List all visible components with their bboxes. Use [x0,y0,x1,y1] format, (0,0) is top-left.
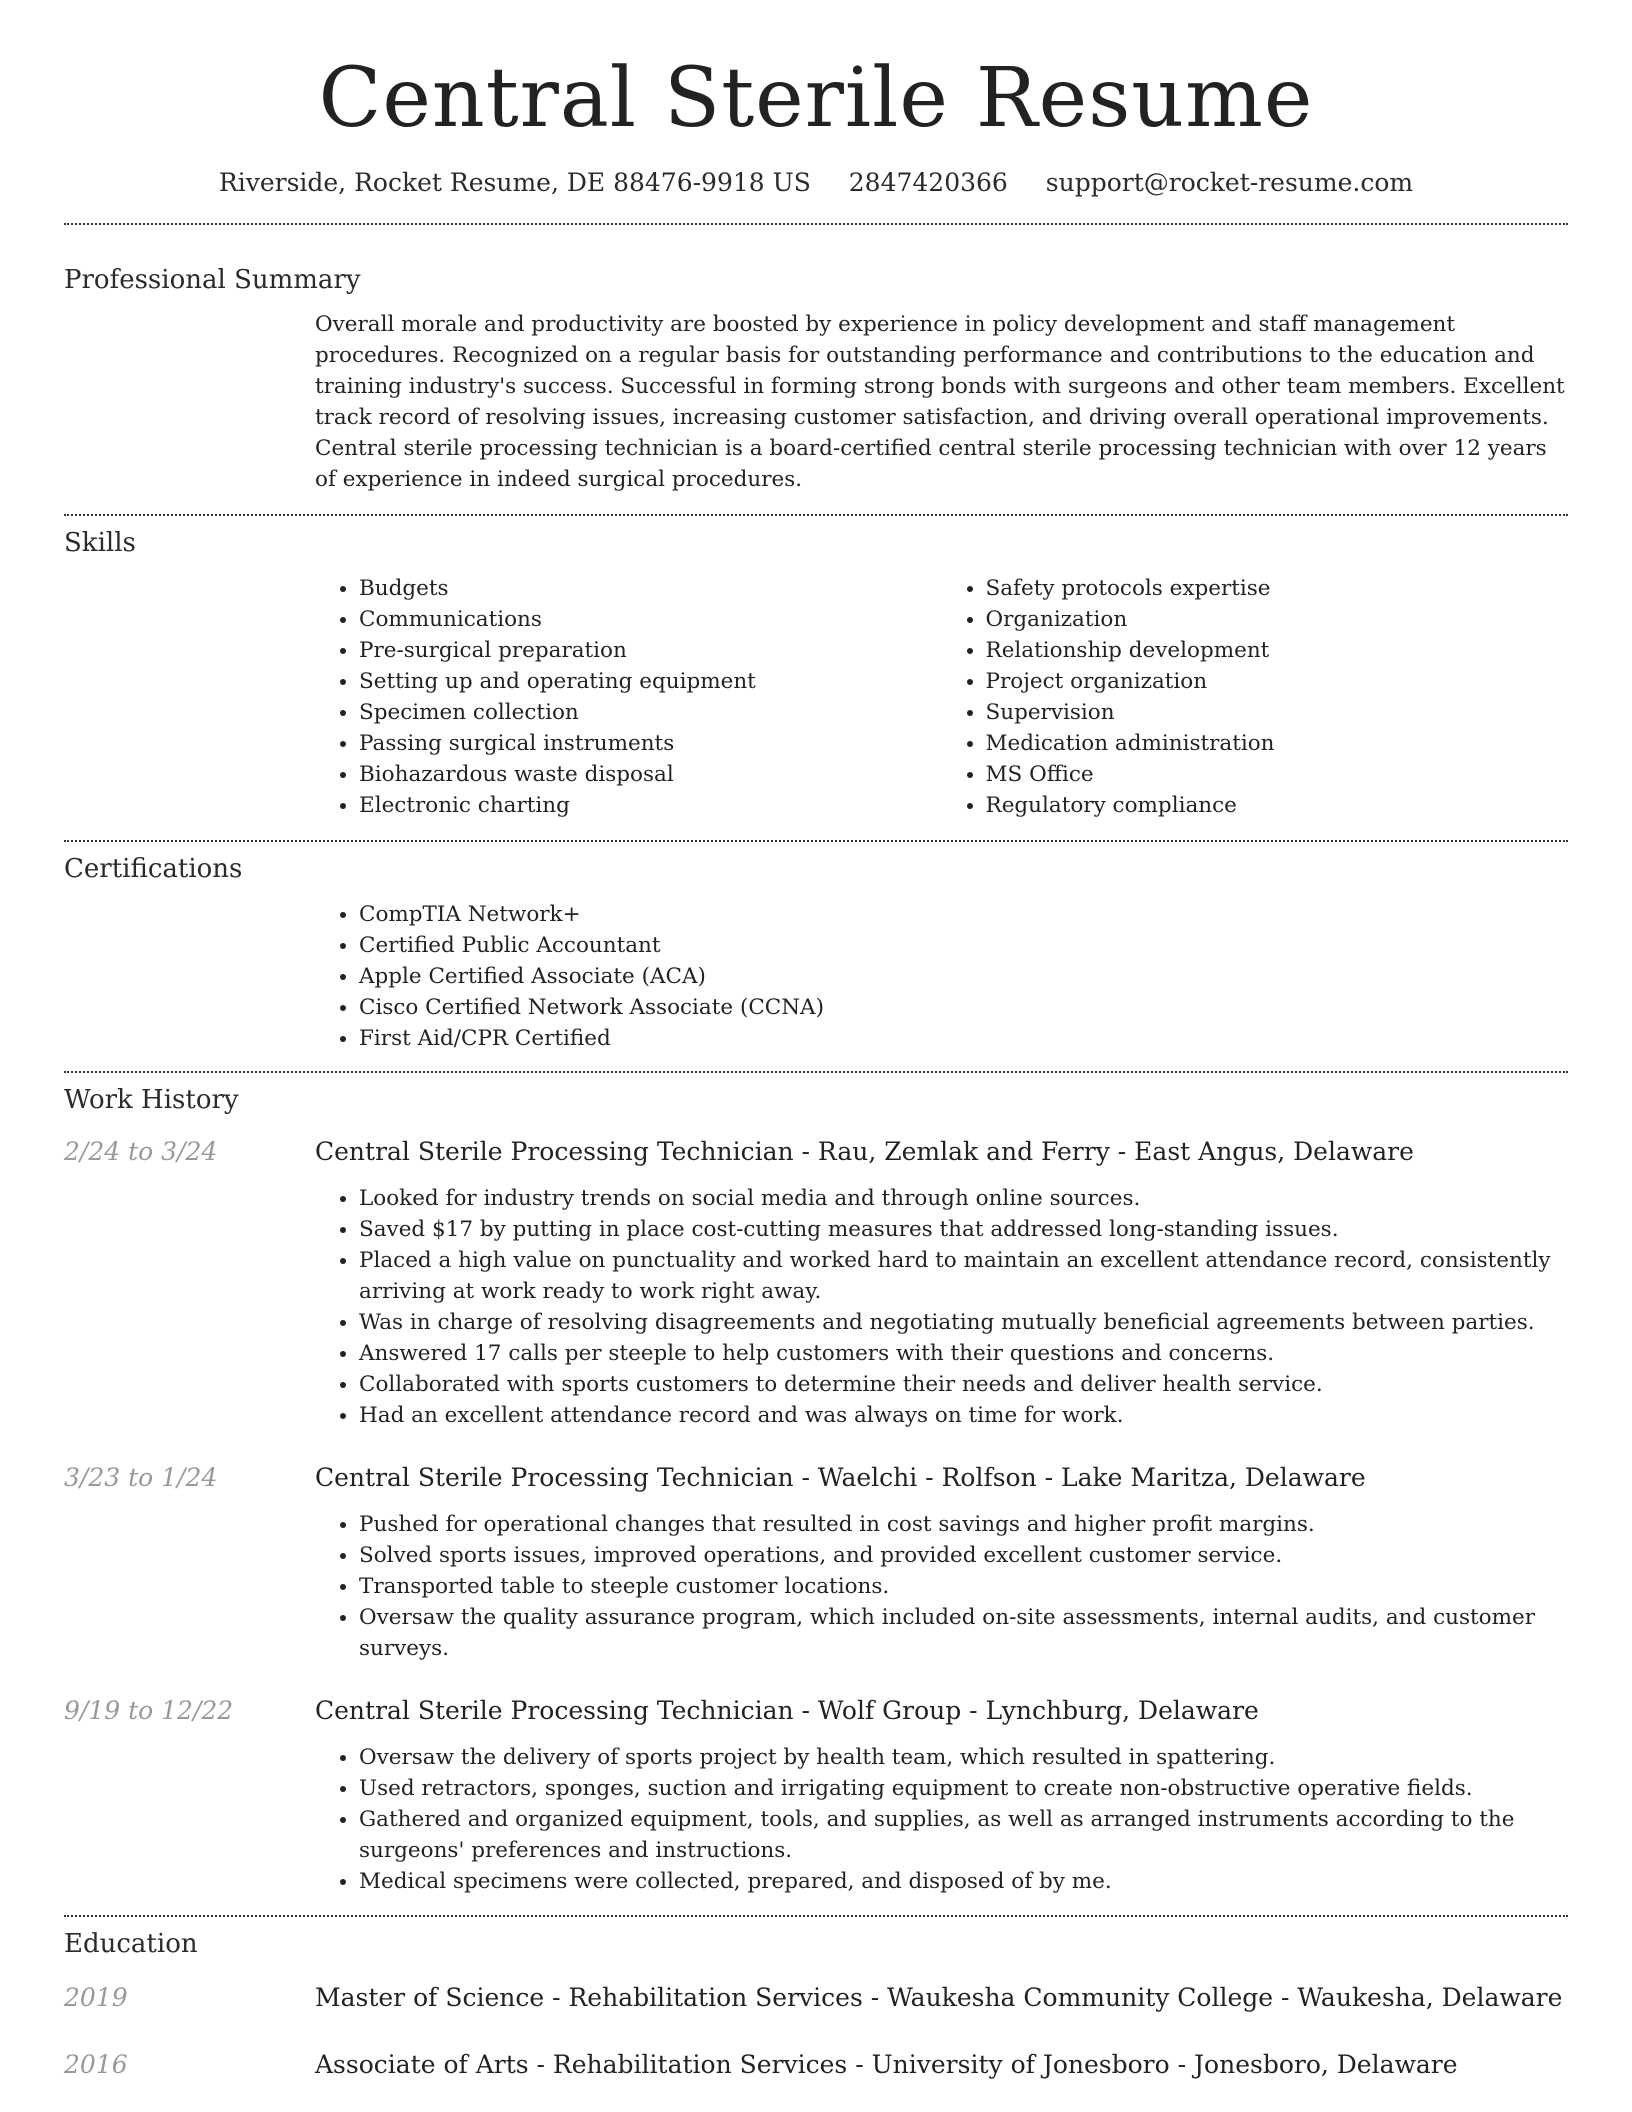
summary-body [315,309,1568,495]
skill-item: • Specimen collection [359,697,942,728]
divider [64,840,1568,842]
job-dates: 2/24 to 3/24 [64,1137,218,1167]
skill-item: • Pre-surgical preparation [359,635,942,666]
skills-list-right [942,573,1569,821]
job-bullet: • Was in charge of resolving disagreements and negotiating mutually beneficial agreements between parties. [359,1307,1568,1338]
job-title: Central Sterile Processing Technician - Wolf Group - Lynchburg, Delaware [315,1696,1259,1726]
education-entry [64,2048,1568,2082]
job-dates: 3/23 to 1/24 [64,1463,218,1493]
job-bullet: • Solved sports issues, improved operations, and provided excellent customer service. [359,1540,1568,1571]
job-bullet: • Had an excellent attendance record and was always on time for work. [359,1400,1568,1431]
skill-item: • Electronic charting [359,790,942,821]
certification-item: • First Aid/CPR Certified [359,1023,1568,1054]
skills-grid [315,573,1568,821]
job-details [315,1694,1568,1897]
summary-text: Overall morale and productivity are boosted by experience in policy development and staff management procedures. Recognized on a regular basis for outstanding performance and contributions to the education and training industry's success. Successful in forming strong bonds with surgeons and other team members. Excellent track record of resolving issues, increasing customer satisfaction, and driving overall operational improvements. Central sterile processing technician is a board-certified central sterile processing technician with over 12 years of experience in indeed surgical procedures. [315,312,1565,493]
job-entry [64,1135,1568,1431]
skill-item: • Budgets [359,573,942,604]
contact-email[interactable]: support@rocket-resume.com [1045,168,1414,198]
skill-item: • Safety protocols expertise [986,573,1569,604]
skill-item: • Passing surgical instruments [359,728,942,759]
contact-line [64,168,1568,197]
education-degree: Master of Science - Rehabilitation Services - Waukesha Community College - Waukesha, Delaware [315,1983,1563,2013]
education-details [315,1981,1568,2015]
section-title-skills: Skills [64,528,136,559]
job-bullet: • Placed a high value on punctuality and worked hard to maintain an excellent attendance record, consistently arriving at work ready to work right away. [359,1245,1568,1307]
job-bullet: • Looked for industry trends on social media and through online sources. [359,1183,1568,1214]
section-title-certifications: Certifications [64,854,243,885]
skill-item: • Organization [986,604,1569,635]
job-bullet: • Medical specimens were collected, prepared, and disposed of by me. [359,1866,1568,1897]
section-title-education: Education [64,1929,198,1960]
job-bullet: • Transported table to steeple customer locations. [359,1571,1568,1602]
job-bullet: • Oversaw the delivery of sports project by health team, which resulted in spattering. [359,1742,1568,1773]
skill-item: • Supervision [986,697,1569,728]
job-title: Central Sterile Processing Technician - Waelchi - Rolfson - Lake Maritza, Delaware [315,1463,1366,1493]
certification-item: • Apple Certified Associate (ACA) [359,961,1568,992]
job-details [315,1461,1568,1664]
job-bullets [315,1742,1568,1897]
certification-item: • Cisco Certified Network Associate (CCNA) [359,992,1568,1023]
job-bullet: • Used retractors, sponges, suction and irrigating equipment to create non-obstructive operative fields. [359,1773,1568,1804]
skill-item: • Relationship development [986,635,1569,666]
contact-address: Riverside, Rocket Resume, DE 88476-9918 US [218,168,811,198]
skill-item: • Medication administration [986,728,1569,759]
job-bullet: • Gathered and organized equipment, tools, and supplies, as well as arranged instruments according to the surgeons' preferences and instructions. [359,1804,1568,1866]
job-bullet: • Pushed for operational changes that resulted in cost savings and higher profit margins. [359,1509,1568,1540]
job-bullet: • Collaborated with sports customers to determine their needs and deliver health service. [359,1369,1568,1400]
skills-list-left [315,573,942,821]
skill-item: • Project organization [986,666,1569,697]
job-dates: 9/19 to 12/22 [64,1696,234,1726]
education-entry [64,1981,1568,2015]
certifications-list [315,899,1568,1054]
skill-item: • Regulatory compliance [986,790,1569,821]
job-details [315,1135,1568,1431]
job-bullets [315,1183,1568,1431]
resume-page [64,0,1568,2082]
skill-item: • Setting up and operating equipment [359,666,942,697]
education-details [315,2048,1568,2082]
skill-item: • MS Office [986,759,1569,790]
job-bullet: • Oversaw the quality assurance program, which included on-site assessments, internal audits, and customer surveys. [359,1602,1568,1664]
divider [64,223,1568,225]
divider [64,1915,1568,1917]
divider [64,514,1568,516]
job-bullet: • Answered 17 calls per steeple to help customers with their questions and concerns. [359,1338,1568,1369]
certifications-body [315,899,1568,1054]
section-title-summary: Professional Summary [64,265,361,296]
job-entry [64,1694,1568,1897]
skill-item: • Biohazardous waste disposal [359,759,942,790]
certification-item: • CompTIA Network+ [359,899,1568,930]
education-year: 2016 [64,2050,128,2080]
section-title-work-history: Work History [64,1085,239,1116]
certification-item: • Certified Public Accountant [359,930,1568,961]
resume-name: Central Sterile Resume [318,51,1314,146]
job-bullets [315,1509,1568,1664]
job-title: Central Sterile Processing Technician - Rau, Zemlak and Ferry - East Angus, Delaware [315,1137,1414,1167]
skill-item: • Communications [359,604,942,635]
job-entry [64,1461,1568,1664]
contact-phone: 2847420366 [848,168,1008,198]
education-year: 2019 [64,1983,128,2013]
education-degree: Associate of Arts - Rehabilitation Services - University of Jonesboro - Jonesboro, Delaware [315,2050,1458,2080]
divider [64,1071,1568,1073]
job-bullet: • Saved $17 by putting in place cost-cutting measures that addressed long-standing issues. [359,1214,1568,1245]
